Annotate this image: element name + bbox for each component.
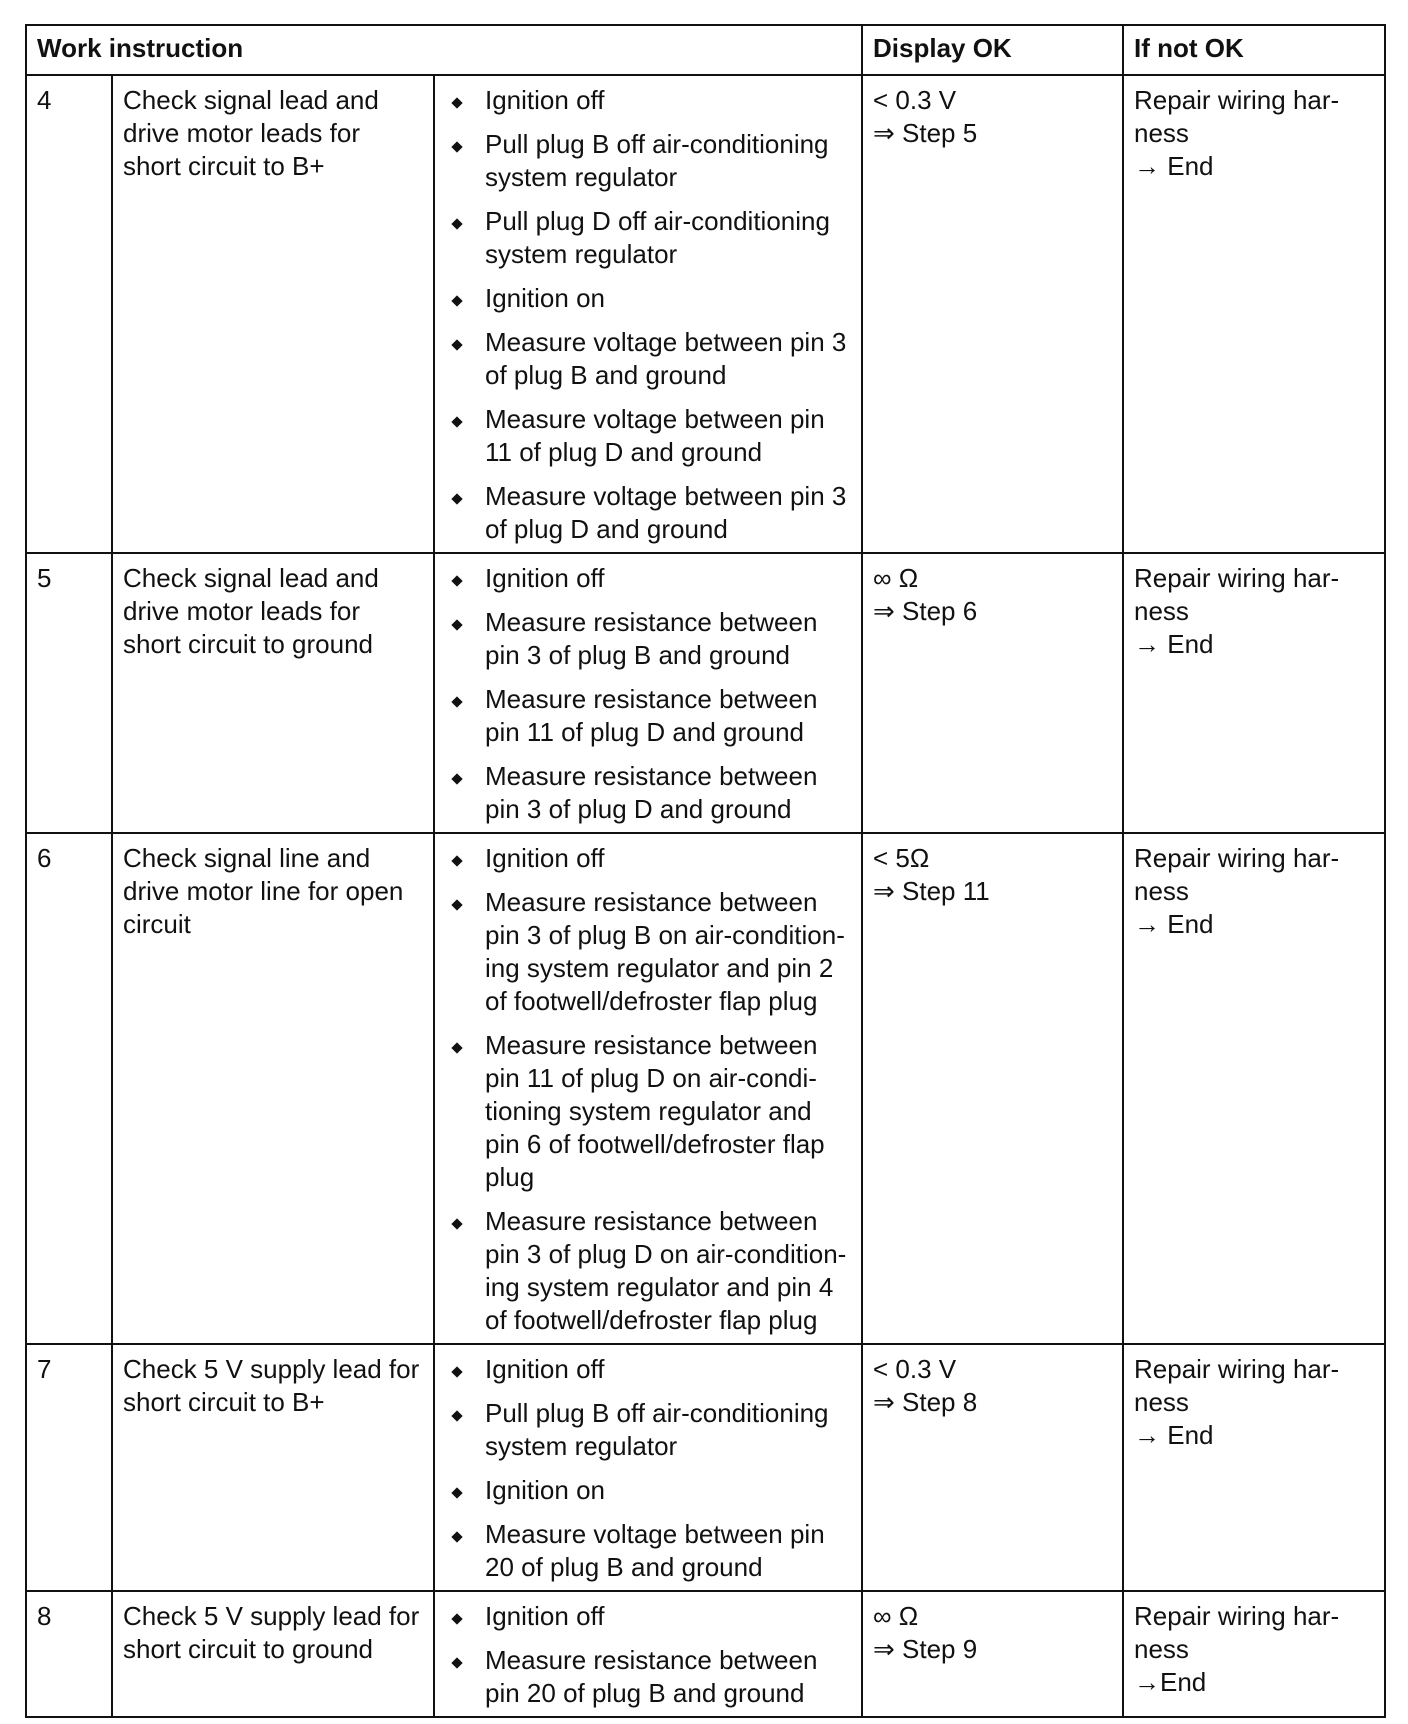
table-row [26,75,1385,553]
action-list [445,562,851,826]
action-item: Measure resistance between pin 3 of plug B on air-condition-ing system regulator and pin 2 of footwell/defroster flap plug [445,886,851,1018]
display-next-step: ⇒ Step 8 [873,1387,978,1417]
bullet-diamond-icon [451,1366,462,1377]
display-value: ∞ Ω [873,563,919,593]
end-text: → End [1134,1420,1214,1450]
action-item: Ignition on [445,1474,851,1507]
bullet-diamond-icon [451,97,462,108]
display-value: ∞ Ω [873,1601,919,1631]
check-description: Check 5 V supply lead for short circuit to ground [112,1591,434,1717]
if-not-ok-cell [1123,1591,1385,1717]
bullet-diamond-icon [451,416,462,427]
if-not-ok-cell [1123,75,1385,553]
bullet-diamond-icon [451,1487,462,1498]
check-description: Check signal lead and drive motor leads for short circuit to B+ [112,75,434,553]
bullet-diamond-icon [451,1410,462,1421]
check-description: Check signal line and drive motor line for open circuit [112,833,434,1344]
bullet-diamond-icon [451,855,462,866]
if-not-ok-cell [1123,553,1385,833]
action-item: Measure resistance between pin 3 of plug D on air-condition-ing system regulator and pin 4 of footwell/defroster flap plug [445,1205,851,1337]
action-item: Ignition off [445,562,851,595]
table-row [26,1344,1385,1591]
display-next-step: ⇒ Step 9 [873,1634,978,1664]
table-row [26,833,1385,1344]
step-number: 6 [26,833,112,1344]
action-list-cell [434,75,862,553]
repair-text: Repair wiring har- [1134,563,1340,593]
display-ok-cell [862,75,1123,553]
step-number: 5 [26,553,112,833]
action-list-cell [434,553,862,833]
action-item: Ignition off [445,1353,851,1386]
action-item: Ignition on [445,282,851,315]
repair-text-cont: ness [1134,118,1189,148]
header-display-ok: Display OK [862,25,1123,75]
action-item: Measure voltage between pin 3 of plug D and ground [445,480,851,546]
repair-text: Repair wiring har- [1134,85,1340,115]
display-value: < 0.3 V [873,85,957,115]
repair-text: Repair wiring har- [1134,1601,1340,1631]
step-number: 7 [26,1344,112,1591]
action-item: Pull plug B off air-conditioning system regulator [445,128,851,194]
action-list [445,1353,851,1584]
action-item: Ignition off [445,842,851,875]
header-work-instruction: Work instruction [26,25,862,75]
step-number: 4 [26,75,112,553]
action-list [445,842,851,1337]
display-next-step: ⇒ Step 5 [873,118,978,148]
check-description: Check 5 V supply lead for short circuit to B+ [112,1344,434,1591]
end-text: → End [1134,909,1214,939]
bullet-diamond-icon [451,899,462,910]
bullet-diamond-icon [451,1613,462,1624]
step-number: 8 [26,1591,112,1717]
bullet-diamond-icon [451,295,462,306]
bullet-diamond-icon [451,619,462,630]
action-item: Measure voltage between pin 20 of plug B and ground [445,1518,851,1584]
bullet-diamond-icon [451,493,462,504]
display-value: < 0.3 V [873,1354,957,1384]
bullet-diamond-icon [451,339,462,350]
bullet-diamond-icon [451,141,462,152]
action-item: Measure voltage between pin 3 of plug B and ground [445,326,851,392]
repair-text: Repair wiring har- [1134,1354,1340,1384]
action-item: Pull plug B off air-conditioning system regulator [445,1397,851,1463]
repair-text-cont: ness [1134,596,1189,626]
if-not-ok-cell [1123,833,1385,1344]
action-item: Measure resistance between pin 20 of plug B and ground [445,1644,851,1710]
repair-text-cont: ness [1134,1387,1189,1417]
display-next-step: ⇒ Step 11 [873,876,990,906]
action-list [445,1600,851,1710]
action-list [445,84,851,546]
header-if-not-ok: If not OK [1123,25,1385,75]
end-text: → End [1134,151,1214,181]
end-text: → End [1134,629,1214,659]
work-instruction-table [25,24,1386,1718]
action-item: Pull plug D off air-conditioning system regulator [445,205,851,271]
action-item: Ignition off [445,1600,851,1633]
repair-text-cont: ness [1134,876,1189,906]
display-next-step: ⇒ Step 6 [873,596,978,626]
bullet-diamond-icon [451,1042,462,1053]
bullet-diamond-icon [451,575,462,586]
bullet-diamond-icon [451,1218,462,1229]
action-item: Measure resistance between pin 11 of plug D on air-condi-tioning system regulator and pin 6 of footwell/defroster flap plug [445,1029,851,1194]
header-row [26,25,1385,75]
end-text: →End [1134,1667,1207,1697]
repair-text-cont: ness [1134,1634,1189,1664]
action-item: Measure resistance between pin 11 of plug D and ground [445,683,851,749]
display-ok-cell [862,833,1123,1344]
bullet-diamond-icon [451,773,462,784]
action-list-cell [434,1591,862,1717]
display-value: < 5Ω [873,843,930,873]
action-list-cell [434,833,862,1344]
display-ok-cell [862,1591,1123,1717]
bullet-diamond-icon [451,1657,462,1668]
display-ok-cell [862,553,1123,833]
action-item: Measure voltage between pin 11 of plug D and ground [445,403,851,469]
action-item: Measure resistance between pin 3 of plug D and ground [445,760,851,826]
display-ok-cell [862,1344,1123,1591]
bullet-diamond-icon [451,218,462,229]
if-not-ok-cell [1123,1344,1385,1591]
action-item: Ignition off [445,84,851,117]
table-row [26,553,1385,833]
action-list-cell [434,1344,862,1591]
check-description: Check signal lead and drive motor leads for short circuit to ground [112,553,434,833]
bullet-diamond-icon [451,696,462,707]
table-row [26,1591,1385,1717]
action-item: Measure resistance between pin 3 of plug B and ground [445,606,851,672]
repair-text: Repair wiring har- [1134,843,1340,873]
bullet-diamond-icon [451,1531,462,1542]
